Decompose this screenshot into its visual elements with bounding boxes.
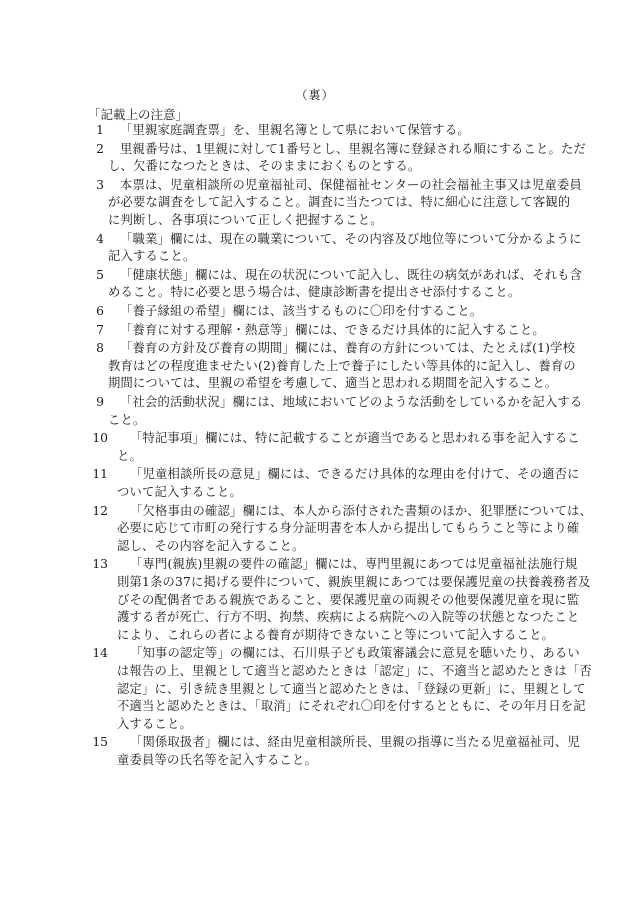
item-number: 15 [92,735,108,750]
item-text-line: 必要に応じて市町の発行する身分証明書を本人から提出してもらうこと等により確 [117,521,580,536]
item-text-line: 教育はどの程度進ませたい(2)養育した上で養子にしたい等具体的に記入し、養育の [108,358,576,373]
item-text-line: 「養育の方針及び養育の期間」欄には、養育の方針については、たとえば(1)学校 [120,341,576,356]
item-number: 9 [96,395,104,409]
item-text-line: 「健康状態」欄には、現在の状況について記入し、既往の病気があれば、それも含 [120,267,583,282]
item-text-line: は報告の上、里親として適当と認めたときは「認定」に、不適当と認めたときは「否 [117,663,592,678]
item-text-line: 里親番号は、1里親に対して1番号とし、里親名簿に登録される順にすること。ただ [120,141,586,156]
item-text-line: 「欠格事由の確認」欄には、本人から添付された書類のほか、犯罪歴については、 [130,503,593,518]
item-number: 7 [96,322,104,337]
item-number: 2 [96,141,104,156]
back-side-label: （裏） [295,88,335,102]
item-text-line: 則第1条の37に掲げる要件について、親族里親にあつては要保護児童の扶養義務者及 [117,574,591,589]
section-heading: 「記載上の注意」 [88,107,189,122]
item-number: 13 [92,557,108,572]
item-text-line: 認し、その内容を記入すること。 [117,538,305,553]
item-number: 5 [96,267,104,282]
item-number: 6 [96,304,104,318]
item-number: 14 [92,646,108,661]
item-text-line: ついて記入すること。 [117,484,242,499]
item-text-line: 入すること。 [117,716,192,731]
item-text-line: 「関係取扱者」欄には、経由児童相談所長、里親の指導に当たる児童福祉司、児 [130,735,580,750]
item-text-line: 「専門(親族)里親の要件の確認」欄には、専門里親にあつては児童福祉法施行規 [130,557,578,572]
item-number: 10 [92,431,108,446]
item-text-line: 「養子縁組の希望」欄には、該当するものに〇印を付すること。 [120,304,483,318]
item-text-line: が必要な調査をして記入すること。調査に当たつては、特に細心に注意して客観的 [108,195,571,210]
item-text-line: 童委員等の氏名等を記入すること。 [117,752,317,767]
item-text-line: 「里親家庭調査票」を、里親名簿として県において保管する。 [120,123,470,137]
item-text-line: びその配偶者である親族であること、要保護児童の両親その他要保護児童を現に監 [117,592,580,607]
item-text-line: 「特記事項」欄には、特に記載することが適当であると思われる事を記入するこ [130,431,580,446]
item-text-line: 不適当と認めたときは、「取消」にそれぞれ〇印を付するとともに、その年月日を記 [117,699,586,714]
item-text-line: 護する者が死亡、行方不明、拘禁、疾病による病院への入院等の状態となつたこと [117,610,580,625]
item-text-line: し、欠番になつたときは、そのままにおくものとする。 [108,159,421,174]
item-text-line: と。 [117,448,142,463]
item-text-line: により、これらの者による養育が期待できないこと等について記入すること。 [117,627,555,642]
item-text-line: 記入すること。 [108,249,196,264]
item-number: 3 [96,177,104,192]
item-text-line: 「知事の認定等」の欄には、石川県子ども政策審議会に意見を聴いたり、あるい [130,646,580,661]
item-text-line: 「養育に対する理解・熱意等」欄には、できるだけ具体的に記入すること。 [120,322,545,337]
item-number: 4 [96,231,104,246]
item-number: 11 [92,467,108,482]
item-number: 8 [96,341,104,356]
item-text-line: 本票は、児童相談所の児童福祉司、保健福祉センターの社会福祉主事又は児童委員 [120,177,582,192]
item-text-line: こと。 [108,412,146,427]
item-text-line: 「児童相談所長の意見」欄には、できるだけ具体的な理由を付けて、その適否に [130,467,580,482]
item-text-line: 認定」に、引き続き里親として適当と認めたときは、「登録の更新」に、里親として [117,681,586,696]
item-number: 12 [92,503,108,518]
item-text-line: に判断し、各事項について正しく把握すること。 [108,212,383,227]
item-text-line: めること。特に必要と思う場合は、健康診断書を提出させ添付すること。 [108,285,521,300]
item-text-line: 「職業」欄には、現在の職業について、その内容及び地位等について分かるように [120,231,582,246]
item-text-line: 「社会的活動状況」欄には、地域においてどのような活動をしているかを記入する [120,395,583,409]
item-number: 1 [96,123,104,137]
item-text-line: 期間については、里親の希望を考慮して、適当と思われる期間を記入すること。 [108,376,558,391]
